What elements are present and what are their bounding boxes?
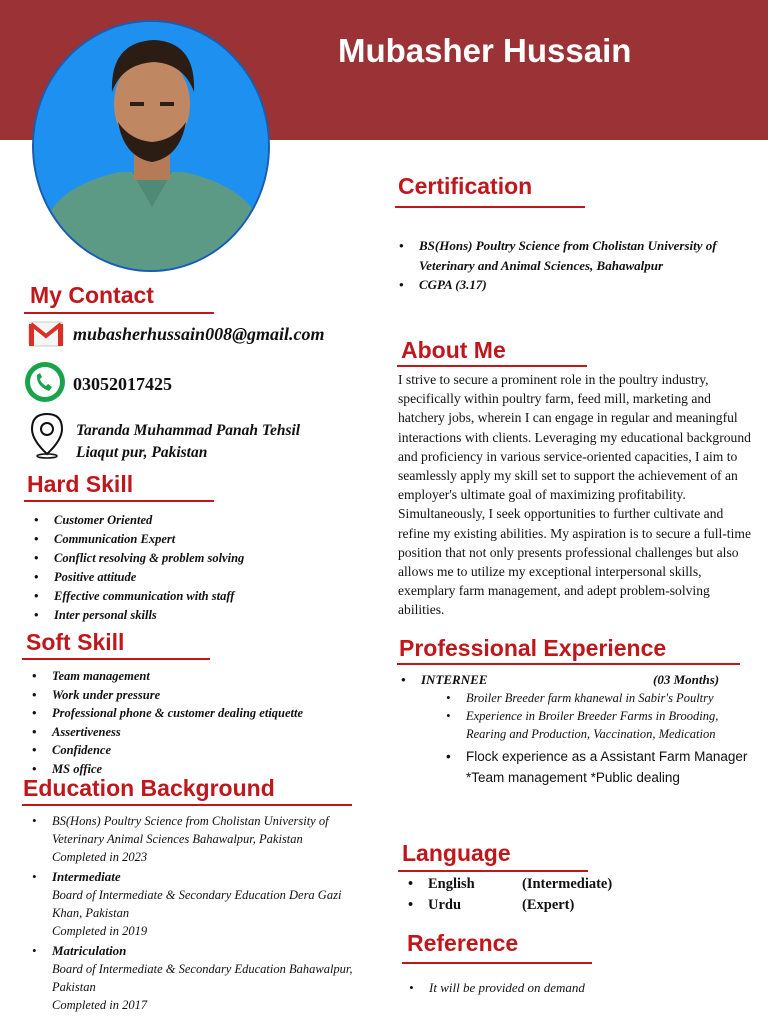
education-completed: Completed in 2023	[52, 850, 148, 864]
list-item: • Effective communication with staff	[32, 587, 244, 606]
candidate-name: Mubasher Hussain	[338, 32, 632, 69]
certification-list	[397, 236, 727, 295]
list-item: • BS(Hons) Poultry Science from Cholistan University of Veterinary and Animal Sciences, Bahawalpur	[397, 236, 727, 275]
list-item: • Customer Oriented	[32, 511, 244, 530]
reference-list	[407, 979, 707, 997]
gmail-icon	[28, 320, 64, 348]
about-rule	[397, 365, 587, 367]
list-item: • Professional phone & customer dealing etiquette	[30, 704, 303, 723]
education-completed: Completed in 2019	[52, 924, 148, 938]
hard-skill-list	[32, 511, 244, 625]
list-item: • Work under pressure	[30, 686, 303, 705]
list-item: • Inter personal skills	[32, 606, 244, 625]
experience-role: INTERNEE	[421, 672, 488, 687]
list-item: • Assertiveness	[30, 723, 303, 742]
language-rule	[398, 870, 588, 872]
contact-address-line2: Liaqut pur, Pakistan	[76, 444, 208, 461]
soft-skill-rule	[22, 658, 210, 660]
list-item: • Conflict resolving & problem solving	[32, 549, 244, 568]
education-list	[30, 812, 370, 1014]
experience-rule	[397, 663, 740, 665]
list-item: • CGPA (3.17)	[397, 275, 727, 295]
list-item: • It will be provided on demand	[407, 979, 707, 997]
language-level: (Expert)	[522, 897, 575, 913]
experience-list	[399, 671, 739, 689]
experience-heading: Professional Experience	[399, 635, 667, 661]
about-heading: About Me	[401, 337, 506, 363]
about-text: I strive to secure a prominent role in the poultry industry, specifically within poultry farm, feed mill, marketing and hatchery jobs, wherein I can engage in regular and meaningful interactions with clients. Leveraging my educational background and proficiency in various service-oriented capacities, I aim to seamlessly apply my skill set to support the achievement of an employer's ultimate goal of maximizing profitability. Simultaneously, I seek opportunities to further cultivate and refine my existing abilities. My aspiration is to secure a full-time position that not only presents professional challenges but also allows me to utilize my exceptional interpersonal skills, exemplary farm management, and adept problem-solving abilities.	[398, 372, 751, 618]
contact-email[interactable]: mubasherhussain008@gmail.com	[73, 324, 325, 344]
phone-icon	[22, 360, 68, 404]
experience-duration: (03 Months)	[653, 672, 720, 687]
education-completed: Completed in 2017	[52, 998, 148, 1012]
list-item: • Communication Expert	[32, 530, 244, 549]
experience-details	[444, 689, 750, 788]
contact-address-line1: Taranda Muhammad Panah Tehsil	[76, 422, 301, 439]
language-level: (Intermediate)	[522, 876, 613, 892]
education-board: Board of Intermediate & Secondary Education Bahawalpur, Pakistan	[52, 962, 353, 994]
list-item: • Positive attitude	[32, 568, 244, 587]
contact-rule	[24, 312, 214, 314]
language-name: English	[428, 876, 475, 892]
location-pin-icon	[28, 412, 66, 460]
language-list	[406, 874, 646, 916]
language-item	[406, 895, 646, 916]
list-item: • Experience in Broiler Breeder Farms in Brooding, Rearing and Production, Vaccination, Medication	[444, 707, 750, 743]
language-item	[406, 874, 646, 895]
reference-heading: Reference	[407, 930, 519, 956]
list-item: • Confidence	[30, 741, 303, 760]
contact-phone[interactable]: 03052017425	[73, 374, 172, 394]
list-item: • Flock experience as a Assistant Farm Manager *Team management *Public dealing	[444, 746, 750, 788]
education-rule	[22, 804, 352, 806]
education-title: • BS(Hons) Poultry Science from Cholistan University of Veterinary Animal Sciences Bahawalpur, Pakistan	[52, 814, 329, 846]
education-title: • Matriculation	[52, 943, 127, 958]
soft-skill-heading: Soft Skill	[26, 629, 125, 655]
certification-heading: Certification	[398, 173, 533, 199]
language-name: Urdu	[428, 897, 462, 913]
soft-skill-list	[30, 667, 303, 778]
education-title: • Intermediate	[52, 869, 121, 884]
list-item: • Team management	[30, 667, 303, 686]
language-heading: Language	[402, 840, 511, 866]
certification-rule	[395, 206, 585, 208]
contact-heading: My Contact	[30, 282, 154, 308]
profile-photo	[32, 20, 270, 272]
hard-skill-heading: Hard Skill	[27, 471, 134, 497]
list-item: • MS office	[30, 760, 303, 779]
education-board: Board of Intermediate & Secondary Education Dera Gazi Khan, Pakistan	[52, 888, 342, 920]
education-item	[30, 942, 370, 1014]
education-heading: Education Background	[23, 775, 275, 801]
experience-item	[399, 671, 739, 689]
person-silhouette-icon	[34, 22, 270, 272]
hard-skill-rule	[24, 500, 214, 502]
list-item: • Broiler Breeder farm khanewal in Sabir's Poultry	[444, 689, 750, 707]
education-item	[30, 868, 370, 940]
education-item	[30, 812, 370, 866]
reference-rule	[402, 962, 592, 964]
